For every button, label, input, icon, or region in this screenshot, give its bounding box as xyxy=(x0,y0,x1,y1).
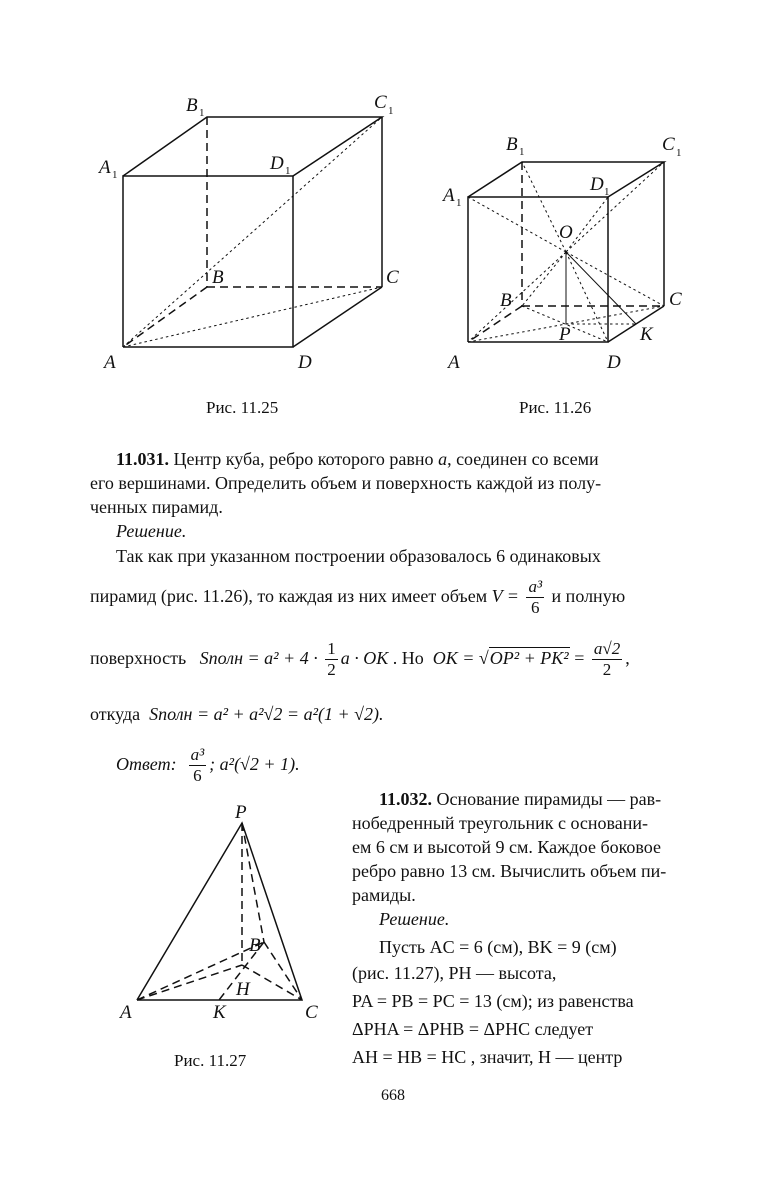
svg-text:1: 1 xyxy=(112,169,118,181)
problem-11032-line3: ем 6 см и высотой 9 см. Каждое боковое xyxy=(352,837,662,857)
label-D1: D xyxy=(590,174,604,195)
solution-11032-line5: AH = HB = HC , значит, H — центр xyxy=(352,1047,623,1067)
label-K: K xyxy=(640,324,653,345)
label-H: H xyxy=(236,979,250,1000)
label-C: C xyxy=(386,267,399,288)
figure-cube-11-26 xyxy=(440,128,700,378)
half-fraction: $\frac{1}{2}$ xyxy=(327,639,336,680)
problem-11032-line2: нобедренный треугольник с основани- xyxy=(352,813,649,833)
solution-11032-line3: PA = PB = PC = 13 (см); из равенства xyxy=(352,991,634,1011)
problem-11031-line1: 11.031. Центр куба, ребро которого равно a, соединен со всеми xyxy=(116,449,599,469)
label-A1: A xyxy=(443,185,455,206)
label-O: O xyxy=(559,222,573,243)
label-D: D xyxy=(607,352,621,373)
solution-label-11031: Решение. xyxy=(116,521,187,541)
label-D: D xyxy=(298,352,312,373)
label-A: A xyxy=(120,1002,132,1023)
label-C: C xyxy=(669,289,682,310)
ok-fraction: $\frac{a√2}{2}$ xyxy=(593,639,621,680)
solution-11032-line4: ΔPHA = ΔPHB = ΔPHC следует xyxy=(352,1019,594,1039)
caption-fig-11-26: Рис. 11.26 xyxy=(519,398,592,417)
problem-11032-line4: ребро равно 13 см. Вычислить объем пи- xyxy=(352,861,667,881)
caption-fig-11-27: Рис. 11.27 xyxy=(174,1051,247,1070)
label-B: B xyxy=(249,935,261,956)
answer-fraction: $\frac{\text{a³}}{6}$ xyxy=(190,745,205,786)
svg-text:1: 1 xyxy=(604,186,610,198)
svg-text:1: 1 xyxy=(285,165,291,177)
label-B1: B xyxy=(186,95,198,116)
label-B: B xyxy=(500,290,512,311)
svg-text:1: 1 xyxy=(456,197,462,209)
answer-11031: Ответ: $\frac{\text{a³}}{6}$ ; a²(√2 + 1). xyxy=(116,745,300,786)
label-P: P xyxy=(235,802,247,823)
label-A1: A xyxy=(99,157,111,178)
svg-text:1: 1 xyxy=(519,146,525,158)
label-C1: C xyxy=(374,92,387,113)
label-K: K xyxy=(213,1002,226,1023)
label-A: A xyxy=(104,352,116,373)
label-C1: C xyxy=(662,134,675,155)
svg-text:1: 1 xyxy=(388,105,394,117)
solution-label-11032: Решение. xyxy=(379,909,450,929)
problem-11031-line3: ченных пирамид. xyxy=(90,497,223,517)
figure-cube-11-25 xyxy=(95,88,415,378)
label-D1: D xyxy=(270,153,284,174)
solution-11031-result-line: откуда Sполн = a² + a²√2 = a²(1 + √2). xyxy=(90,704,384,724)
ok-radicand: OP² + PK² xyxy=(489,648,569,668)
caption-fig-11-25: Рис. 11.25 xyxy=(206,398,279,417)
solution-11031-surface-line: поверхность Sполн = a² + 4 · $\frac{1}{2}$ a · OK . Но OK = √OP² + PK² = $\frac{a√2}{2}$ , xyxy=(90,639,630,680)
page-number: 668 xyxy=(381,1087,405,1104)
label-B: B xyxy=(212,267,224,288)
volume-fraction: $\frac{\text{a³}}{6}$ xyxy=(528,577,543,618)
svg-text:1: 1 xyxy=(199,107,205,119)
label-C: C xyxy=(305,1002,318,1023)
solution-11031-volume-line: пирамид (рис. 11.26), то каждая из них имеет объем V = $\frac{\text{a³}}{6}$ и полную xyxy=(90,577,626,618)
solution-11032-line2: (рис. 11.27), PH — высота, xyxy=(352,963,557,983)
label-B1: B xyxy=(506,134,518,155)
problem-11032-line5: рамиды. xyxy=(352,885,416,905)
solution-11031-line1: Так как при указанном построении образовалось 6 одинаковых xyxy=(116,546,601,566)
problem-11032-line1: 11.032. Основание пирамиды — рав- xyxy=(379,789,662,809)
label-A: A xyxy=(448,352,460,373)
problem-11031-line2: его вершинами. Определить объем и поверхность каждой из полу- xyxy=(90,473,602,493)
svg-text:1: 1 xyxy=(676,147,682,159)
figure-pyramid-11-27 xyxy=(115,798,330,1028)
solution-11032-line1: Пусть AC = 6 (см), BK = 9 (см) xyxy=(379,937,617,957)
label-P: P xyxy=(559,324,571,345)
